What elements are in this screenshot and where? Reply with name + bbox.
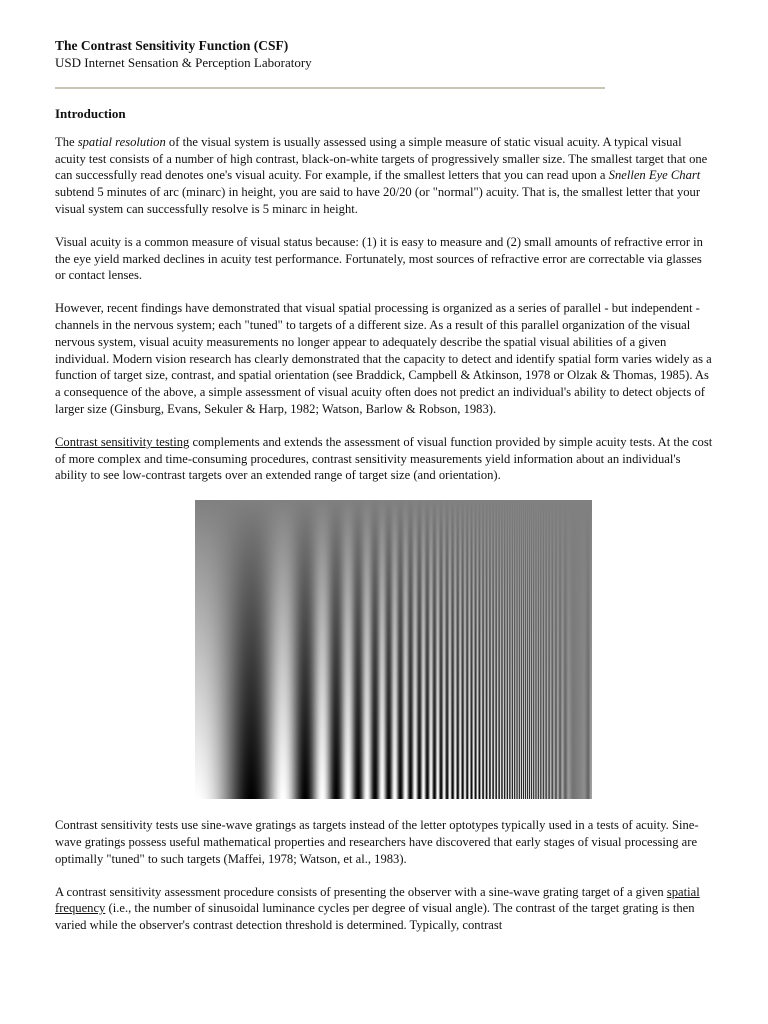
contrast-sensitivity-testing-link[interactable]: Contrast sensitivity testing (55, 434, 190, 449)
paragraph-3: However, recent findings have demonstrated that visual spatial processing is organized as a series of parallel - but independent - channels in the nervous system; each "tuned" to targets of a different size. As a result of this parallel organization of the visual nervous system, visual acuity measurements no longer appear to adequately describe the spatial visual abilities of a given individual. Modern vision research has clearly demonstrated that the capacity to detect and identify spatial form varies widely as a function of target size, contrast, and spatial orientation (see Braddick, Campbell & Atkinson, 1978 or Olzak & Thomas, 1985). As a consequence of the above, a simple assessment of visual acuity often does not predict an individual's ability to detect objects of larger size (Ginsburg, Evans, Sekuler & Harp, 1982; Watson, Barlow & Robson, 1983). (55, 301, 712, 416)
term-spatial-resolution: spatial resolution (77, 134, 166, 149)
paragraph-1-text-c: subtend 5 minutes of arc (minarc) in height, you are said to have 20/20 (or "normal") acuity. That is, the smallest letter that your visual system can successfully resolve is 5 minarc in height. (55, 185, 701, 216)
term-snellen-eye-chart: Snellen Eye Chart (608, 168, 701, 183)
paragraph-4-text: complements and extends the assessment of visual function provided by simple acuity tests. At the cost of more complex and time-consuming procedures, contrast sensitivity measurements yield information about an individual's ability to see low-contrast targets over an extended range of target size (and orientation). (55, 434, 713, 483)
paragraph-1 (55, 134, 715, 218)
paragraph-1-text-b: of the visual system is usually assessed using a simple measure of static visual acuity. A typical visual acuity test consists of a number of high contrast, black-on-white targets of progressively smaller size. The smallest target that one can successfully read denotes one's visual acuity. For example, if the smallest letters that you can read upon a (55, 134, 708, 183)
document-header (55, 37, 312, 71)
sine-wave-grating-image (195, 500, 592, 799)
paragraph-2: Visual acuity is a common measure of visual status because: (1) it is easy to measure and (2) small amounts of refractive error in the eye yield marked declines in acuity test performance. Fortunately, most sources of refractive error are correctable via glasses or contact lenses. (55, 234, 703, 283)
spatial-frequency-link[interactable]: spatial frequency (55, 884, 700, 916)
paragraph-6 (55, 884, 715, 934)
section-heading-introduction: Introduction (55, 106, 126, 121)
horizontal-rule (55, 87, 605, 89)
paragraph-1-text-a: The (55, 134, 78, 149)
document-subtitle: USD Internet Sensation & Perception Laboratory (55, 55, 312, 70)
paragraph-5: Contrast sensitivity tests use sine-wave gratings as targets instead of the letter optotypes typically used in a tests of acuity. Sine-wave gratings possess useful mathematical properties and researchers have discovered that early stages of visual processing are optimally "tuned" to such targets (Maffei, 1978; Watson, et al., 1983). (55, 818, 699, 866)
document-body (55, 106, 715, 950)
paragraph-4 (55, 434, 715, 484)
paragraph-6-text-b: (i.e., the number of sinusoidal luminance cycles per degree of visual angle). The contrast of the target grating is then varied while the observer's contrast detection threshold is determined. Typically, contrast (55, 901, 695, 933)
paragraph-6-text-a: A contrast sensitivity assessment procedure consists of presenting the observer with a sine-wave grating target of a given (55, 884, 667, 899)
document-title: The Contrast Sensitivity Function (CSF) (55, 38, 289, 53)
sine-wave-grating-figure (195, 500, 592, 799)
